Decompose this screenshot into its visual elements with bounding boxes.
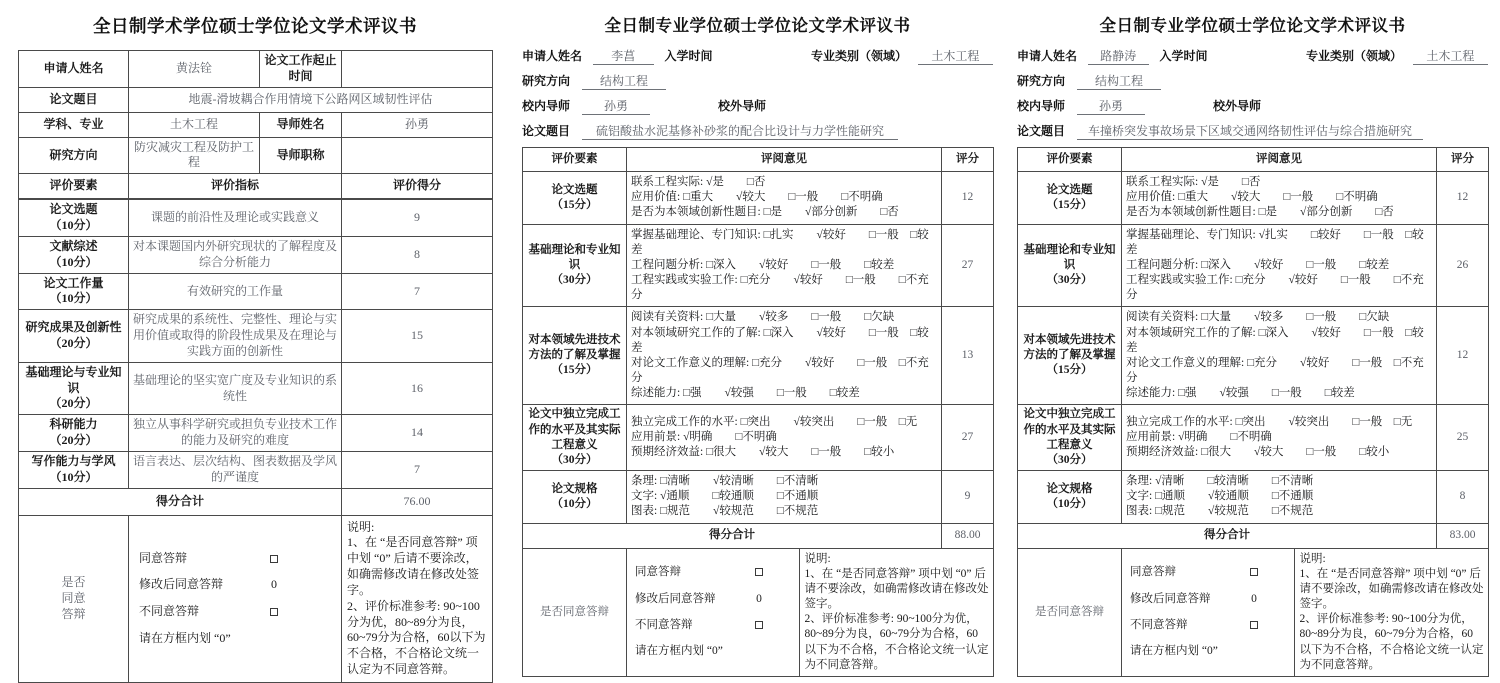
- criteria-score[interactable]: 9: [942, 471, 994, 524]
- criteria-element-points: （20分）: [49, 336, 98, 351]
- defense-option-label: 修改后同意答辩: [1130, 592, 1211, 605]
- opinion-line[interactable]: 对本领域研究工作的了解: □深入 √较好 □一般 □较差: [631, 326, 929, 354]
- instructions-note: [799, 549, 994, 676]
- criteria-score[interactable]: 12: [1437, 307, 1489, 405]
- table-row: [19, 137, 493, 174]
- opinion-line[interactable]: 工程实践或实验工作: □充分 √较好 □一般 □不充分: [1126, 274, 1424, 302]
- inside-advisor-label: 校内导师: [1017, 99, 1066, 113]
- criteria-element-name: 论文规格: [1046, 482, 1093, 495]
- thesis-period-value[interactable]: [342, 51, 493, 88]
- discipline-value[interactable]: 土木工程: [129, 112, 260, 137]
- applicant-name-value[interactable]: 黄法铨: [129, 51, 260, 88]
- defense-option-label: 不同意答辩: [1130, 618, 1188, 631]
- defense-option-agree[interactable]: [139, 551, 331, 567]
- criteria-element-points: （20分）: [49, 433, 98, 448]
- opinion-line[interactable]: 独立完成工作的水平: □突出 √较突出 □一般 □无: [631, 415, 918, 428]
- review-opinion: [1122, 405, 1437, 471]
- head-line-4: [522, 122, 993, 140]
- advisor-title-value[interactable]: [342, 137, 493, 174]
- defense-option-agree[interactable]: [635, 565, 791, 580]
- review-opinion: [627, 224, 942, 307]
- thesis-title-label: 论文题目: [522, 124, 571, 138]
- major-category-label: 专业类别（领域）: [1306, 49, 1403, 63]
- thesis-title-label: 论文题目: [19, 87, 129, 112]
- defense-label-line-1: 是否: [61, 574, 86, 589]
- criteria-score[interactable]: 9: [342, 200, 493, 237]
- defense-option-checkbox[interactable]: [259, 604, 289, 620]
- research-direction-label: 研究方向: [522, 74, 571, 88]
- doc1-form-table: [18, 50, 493, 199]
- head-line-4: [1017, 122, 1488, 140]
- opinion-line[interactable]: 综述能力: □强 √较强 □一般 □较差: [1126, 387, 1355, 400]
- opinion-line[interactable]: 应用价值: □重大 √较大 □一般 □不明确: [631, 191, 883, 204]
- note-title: 说明:: [347, 519, 375, 534]
- total-row: [1018, 523, 1489, 548]
- defense-option-checkbox[interactable]: [1242, 565, 1266, 580]
- criteria-element-name: 论文选题: [551, 183, 598, 196]
- criteria-element-name: 文献综述: [49, 238, 98, 253]
- total-label: 得分合计: [19, 488, 342, 515]
- opinion-line[interactable]: 预期经济效益: □很大 √较大 □一般 □较小: [631, 446, 895, 459]
- criteria-element: [523, 307, 627, 405]
- opinion-line[interactable]: 对本领域研究工作的了解: □深入 √较好 □一般 □较差: [1126, 326, 1424, 354]
- thesis-title-value[interactable]: 硫铝酸盐水泥基修补砂浆的配合比设计与力学性能研究: [582, 122, 898, 140]
- checkbox-icon[interactable]: [1250, 621, 1258, 629]
- research-direction-label: 研究方向: [1017, 74, 1066, 88]
- inside-advisor-value[interactable]: 孙勇: [1077, 97, 1145, 115]
- note-title: 说明:: [1299, 552, 1326, 565]
- defense-option-agree-after-revision[interactable]: [1130, 592, 1286, 607]
- defense-label-line-3: 答辩: [61, 606, 86, 621]
- opinion-line[interactable]: 对论文工作意义的理解: □充分 √较好 □一般 □不充分: [631, 356, 929, 385]
- head-line-2: [522, 72, 993, 90]
- defense-options: [129, 515, 342, 682]
- note-line-1: 1、在 “是否同意答辩” 项中划 “0” 后请不要涂改，如确需修改请在修改处签字。: [804, 567, 989, 611]
- criteria-element-points: （15分）: [551, 198, 598, 211]
- defense-decision-label: [19, 515, 129, 682]
- thesis-title-value[interactable]: 地震-滑坡耦合作用情境下公路网区域韧性评估: [129, 87, 493, 112]
- criteria-element-name: 论文中独立完成工作的水平及其实际工程意义: [1023, 408, 1116, 451]
- research-direction-label: 研究方向: [19, 137, 129, 174]
- criteria-element-points: （10分）: [49, 291, 98, 306]
- review-opinion: [1122, 172, 1437, 225]
- criteria-element-name: 论文选题: [1046, 183, 1093, 196]
- doc2-head-fields: [522, 47, 993, 140]
- criteria-element: [523, 172, 627, 225]
- criteria-element-name: 论文规格: [551, 482, 598, 495]
- enrollment-time-label: 入学时间: [664, 49, 713, 63]
- criteria-element-points: （20分）: [49, 396, 98, 411]
- doc3-criteria-table: [1017, 147, 1489, 677]
- criteria-score[interactable]: 27: [942, 224, 994, 307]
- defense-option-checkbox[interactable]: [1242, 618, 1266, 633]
- column-header-element: 评价要素: [523, 148, 627, 172]
- doc1-title: 全日制学术学位硕士学位论文学术评议书: [93, 16, 417, 36]
- research-direction-value[interactable]: 结构工程: [1077, 72, 1161, 90]
- review-opinion: [1122, 471, 1437, 524]
- defense-row: [523, 548, 994, 676]
- opinion-line[interactable]: 文字: □通顺 √较通顺 □不通顺: [1126, 490, 1314, 503]
- table-header-row: [1018, 148, 1489, 172]
- checkbox-icon[interactable]: [270, 608, 278, 616]
- table-row: [523, 172, 994, 225]
- criteria-element-points: （10分）: [49, 469, 98, 484]
- professional-degree-review-form-1: [510, 0, 1005, 671]
- criteria-description: 语言表达、层次结构、图表数据及学风的严谨度: [129, 451, 342, 488]
- note-line-2: 2、评价标准参考: 90~100分为优，80~89分为良，60~79分为合格，60以下为不合格，不合格论文统一认定为不同意答辩。: [347, 598, 486, 677]
- criteria-score[interactable]: 15: [342, 310, 493, 362]
- column-header-score: 评价得分: [342, 174, 493, 199]
- instructions-note: [342, 515, 493, 682]
- opinion-line[interactable]: 阅读有关资料: □大量 √较多 □一般 □欠缺: [631, 311, 895, 324]
- total-row: [523, 523, 994, 548]
- criteria-element-points: （30分）: [1046, 274, 1093, 287]
- column-header-criteria: 评价指标: [129, 174, 342, 199]
- criteria-element-points: （10分）: [1046, 497, 1093, 510]
- criteria-element-name: 研究成果及创新性: [25, 320, 122, 335]
- table-row: [1018, 224, 1489, 307]
- defense-option-label: 同意答辩: [1130, 566, 1176, 579]
- defense-decision-label: 是否同意答辩: [1018, 548, 1122, 676]
- total-score: 76.00: [342, 488, 493, 515]
- opinion-line[interactable]: 图表: □规范 √较规范 □不规范: [631, 505, 819, 518]
- total-row: [19, 488, 493, 515]
- table-row: [523, 224, 994, 307]
- doc1-criteria-table: [18, 199, 493, 683]
- criteria-score[interactable]: 14: [342, 415, 493, 452]
- table-row: [1018, 471, 1489, 524]
- criteria-element-points: （15分）: [1046, 198, 1093, 211]
- criteria-element-name: 基础理论和专业知识: [528, 243, 621, 271]
- review-opinion: [627, 405, 942, 471]
- criteria-element: [1018, 307, 1122, 405]
- head-line-2: [1017, 72, 1488, 90]
- major-category-value[interactable]: 土木工程: [918, 47, 993, 65]
- doc3-title: 全日制专业学位硕士学位论文学术评议书: [1099, 16, 1406, 35]
- table-row: [523, 307, 994, 405]
- criteria-element-name: 科研能力: [49, 417, 98, 432]
- note-line-2: 2、评价标准参考: 90~100分为优，80~89分为良，60~79分为合格，60以下为不合格，不合格论文统一认定为不同意答辩。: [804, 613, 989, 671]
- opinion-line[interactable]: 应用价值: □重大 √较大 □一般 □不明确: [1126, 191, 1378, 204]
- criteria-element-points: （30分）: [551, 274, 598, 287]
- criteria-element-name: 对本领域先进技术方法的了解及掌握: [528, 334, 621, 362]
- applicant-name-label: 申请人姓名: [19, 51, 129, 88]
- criteria-score[interactable]: 27: [942, 405, 994, 471]
- criteria-score[interactable]: 8: [342, 236, 493, 273]
- criteria-element: [1018, 224, 1122, 307]
- defense-option-disagree[interactable]: [635, 618, 791, 633]
- criteria-element-name: 论文选题: [49, 202, 98, 217]
- table-row: [1018, 172, 1489, 225]
- checkbox-icon[interactable]: [270, 555, 278, 563]
- column-header-element: 评价要素: [19, 174, 129, 199]
- criteria-description: 基础理论的坚实宽广度及专业知识的系统性: [129, 362, 342, 414]
- applicant-name-label: 申请人姓名: [1017, 49, 1078, 63]
- opinion-line[interactable]: 图表: □规范 √较规范 □不规范: [1126, 505, 1314, 518]
- defense-option-label: 修改后同意答辩: [635, 592, 716, 605]
- instructions-note: [1294, 549, 1489, 676]
- criteria-element: [19, 415, 129, 452]
- thesis-period-label: 论文工作起止时间: [260, 51, 342, 88]
- professional-degree-review-form-2: [1005, 0, 1500, 671]
- defense-option-disagree[interactable]: [1130, 618, 1286, 633]
- thesis-title-value[interactable]: 车撞桥突发事故场景下区域交通网络韧性评估与综合措施研究: [1077, 122, 1423, 140]
- total-score: 83.00: [1437, 523, 1489, 548]
- table-row: [19, 362, 493, 414]
- table-header-row: [523, 148, 994, 172]
- criteria-element: [19, 451, 129, 488]
- criteria-element-points: （15分）: [1046, 364, 1093, 377]
- opinion-line[interactable]: 对论文工作意义的理解: □充分 √较好 □一般 □不充分: [1126, 356, 1424, 385]
- opinion-line[interactable]: 文字: √通顺 □较通顺 □不通顺: [631, 490, 819, 503]
- criteria-element: [523, 471, 627, 524]
- criteria-element-name: 基础理论和专业知识: [1023, 243, 1116, 271]
- opinion-line[interactable]: 掌握基础理论、专门知识: √扎实 □较好 □一般 □较差: [1126, 228, 1424, 256]
- table-row: [1018, 405, 1489, 471]
- defense-hint-row: [1130, 644, 1286, 659]
- total-label: 得分合计: [1018, 523, 1437, 548]
- thesis-title-label: 论文题目: [1017, 124, 1066, 138]
- research-direction-value[interactable]: 结构工程: [582, 72, 666, 90]
- criteria-element: [19, 236, 129, 273]
- defense-option-agree-after-revision[interactable]: [139, 577, 331, 593]
- opinion-line[interactable]: 掌握基础理论、专门知识: □扎实 √较好 □一般 □较差: [631, 228, 929, 256]
- defense-hint: 请在方框内划 “0”: [139, 631, 231, 646]
- defense-option-label: 修改后同意答辩: [139, 577, 224, 592]
- defense-option-checkbox[interactable]: [747, 565, 771, 580]
- defense-option-label: 同意答辩: [635, 566, 681, 579]
- table-row: [1018, 307, 1489, 405]
- criteria-element: [1018, 405, 1122, 471]
- criteria-element-name: 基础理论与专业知识: [25, 364, 122, 395]
- review-opinion: [627, 307, 942, 405]
- table-row: [19, 415, 493, 452]
- defense-options: [1122, 549, 1294, 676]
- table-row: [19, 273, 493, 310]
- defense-option-checkbox[interactable]: [747, 618, 771, 633]
- table-row: [19, 236, 493, 273]
- criteria-description: 课题的前沿性及理论或实践意义: [129, 200, 342, 237]
- opinion-line[interactable]: 预期经济效益: □很大 √较大 □一般 □较小: [1126, 446, 1390, 459]
- advisor-title-label: 导师职称: [260, 137, 342, 174]
- opinion-line[interactable]: 是否为本领域创新性题目: □是 √部分创新 □否: [631, 206, 899, 219]
- doc3-head-fields: [1017, 47, 1488, 140]
- criteria-element-points: （15分）: [551, 364, 598, 377]
- defense-hint: 请在方框内划 “0”: [635, 644, 723, 657]
- criteria-score[interactable]: 25: [1437, 405, 1489, 471]
- criteria-description: 独立从事科学研究或担负专业技术工作的能力及研究的难度: [129, 415, 342, 452]
- criteria-element: [19, 310, 129, 362]
- defense-option-label: 不同意答辩: [139, 604, 200, 619]
- head-line-1: [522, 47, 993, 65]
- defense-option-label: 同意答辩: [139, 550, 188, 565]
- table-row: [523, 471, 994, 524]
- checkbox-icon[interactable]: [755, 568, 763, 576]
- criteria-element: [19, 362, 129, 414]
- table-row: [19, 87, 493, 112]
- criteria-element-name: 论文工作量: [43, 275, 104, 290]
- review-opinion: [1122, 307, 1437, 405]
- column-header-score: 评分: [942, 148, 994, 172]
- column-header-opinion: 评阅意见: [627, 148, 942, 172]
- opinion-line[interactable]: 独立完成工作的水平: □突出 √较突出 □一般 □无: [1126, 415, 1413, 428]
- opinion-line[interactable]: 综述能力: □强 √较强 □一般 □较差: [631, 387, 860, 400]
- defense-option-mark[interactable]: 0: [1251, 592, 1257, 605]
- opinion-line[interactable]: 条理: □清晰 √较清晰 □不清晰: [631, 475, 819, 488]
- review-opinion: [627, 471, 942, 524]
- defense-section: [1122, 548, 1489, 676]
- enrollment-time-label: 入学时间: [1159, 49, 1208, 63]
- head-line-1: [1017, 47, 1488, 65]
- criteria-score[interactable]: 13: [942, 307, 994, 405]
- doc2-title: 全日制专业学位硕士学位论文学术评议书: [604, 16, 911, 35]
- total-label: 得分合计: [523, 523, 942, 548]
- discipline-label: 学科、专业: [19, 112, 129, 137]
- opinion-line[interactable]: 工程实践或实验工作: □充分 √较好 □一般 □不充分: [631, 274, 929, 302]
- table-header-row: [19, 174, 493, 199]
- criteria-score[interactable]: 12: [942, 172, 994, 225]
- note-line-1: 1、在 “是否同意答辩” 项中划 “0” 后请不要涂改，如确需修改请在修改处签字。: [347, 535, 480, 597]
- opinion-line[interactable]: 应用前景: √明确 □不明确: [631, 431, 777, 444]
- review-opinion: [627, 172, 942, 225]
- criteria-description: 对本课题国内外研究现状的了解程度及综合分析能力: [129, 236, 342, 273]
- opinion-line[interactable]: 联系工程实际: √是 □否: [631, 176, 766, 188]
- total-score: 88.00: [942, 523, 994, 548]
- defense-label-line-2: 同意: [61, 590, 86, 605]
- major-category-label: 专业类别（领域）: [811, 49, 908, 63]
- academic-degree-review-form: [0, 0, 510, 677]
- defense-hint-row: [635, 644, 791, 659]
- criteria-score[interactable]: 8: [1437, 471, 1489, 524]
- criteria-element: [1018, 172, 1122, 225]
- criteria-description: 研究成果的系统性、完整性、理论与实用价值或取得的阶段性成果及在理论与实践方面的创新性: [129, 310, 342, 362]
- criteria-score[interactable]: 7: [342, 273, 493, 310]
- table-row: [19, 310, 493, 362]
- criteria-element-points: （10分）: [551, 497, 598, 510]
- opinion-line[interactable]: 条理: √清晰 □较清晰 □不清晰: [1126, 475, 1314, 488]
- defense-hint-row: [139, 631, 331, 647]
- defense-option-mark[interactable]: 0: [271, 577, 277, 592]
- column-header-score: 评分: [1437, 148, 1489, 172]
- criteria-element: [19, 200, 129, 237]
- opinion-line[interactable]: 是否为本领域创新性题目: □是 √部分创新 □否: [1126, 206, 1394, 219]
- criteria-element-points: （30分）: [1046, 453, 1093, 466]
- head-line-3: [522, 97, 993, 115]
- outside-advisor-label: 校外导师: [1213, 99, 1262, 113]
- criteria-element: [523, 224, 627, 307]
- table-row: [19, 51, 493, 88]
- defense-row: [1018, 548, 1489, 676]
- inside-advisor-label: 校内导师: [522, 99, 571, 113]
- defense-option-disagree[interactable]: [139, 604, 331, 620]
- research-direction-value[interactable]: 防灾减灾工程及防护工程: [129, 137, 260, 174]
- criteria-element-name: 写作能力与学风: [31, 453, 116, 468]
- review-opinion: [1122, 224, 1437, 307]
- defense-option-label: 不同意答辩: [635, 618, 693, 631]
- defense-option-agree-after-revision[interactable]: [635, 592, 791, 607]
- table-row: [19, 200, 493, 237]
- note-title: 说明:: [804, 552, 831, 565]
- table-row: [19, 451, 493, 488]
- advisor-name-label: 导师姓名: [260, 112, 342, 137]
- column-header-element: 评价要素: [1018, 148, 1122, 172]
- defense-row: [19, 515, 493, 682]
- criteria-element: [523, 405, 627, 471]
- criteria-description: 有效研究的工作量: [129, 273, 342, 310]
- defense-option-checkbox[interactable]: [259, 551, 289, 567]
- criteria-score[interactable]: 7: [342, 451, 493, 488]
- defense-section: [627, 548, 994, 676]
- criteria-element-name: 论文中独立完成工作的水平及其实际工程意义: [528, 408, 621, 451]
- table-row: [19, 112, 493, 137]
- criteria-element-points: （30分）: [551, 453, 598, 466]
- criteria-score[interactable]: 12: [1437, 172, 1489, 225]
- applicant-name-value[interactable]: 路静涛: [1088, 47, 1149, 65]
- doc2-criteria-table: [522, 147, 994, 677]
- checkbox-icon[interactable]: [1250, 568, 1258, 576]
- defense-option-agree[interactable]: [1130, 565, 1286, 580]
- applicant-name-label: 申请人姓名: [522, 49, 583, 63]
- column-header-opinion: 评阅意见: [1122, 148, 1437, 172]
- criteria-element-points: （10分）: [49, 218, 98, 233]
- opinion-line[interactable]: 工程问题分析: □深入 √较好 □一般 □较差: [631, 258, 895, 271]
- defense-options: [627, 549, 799, 676]
- opinion-line[interactable]: 工程问题分析: □深入 √较好 □一般 □较差: [1126, 258, 1390, 271]
- opinion-line[interactable]: 应用前景: √明确 □不明确: [1126, 431, 1272, 444]
- opinion-line[interactable]: 阅读有关资料: □大量 √较多 □一般 □欠缺: [1126, 311, 1390, 324]
- opinion-line[interactable]: 联系工程实际: √是 □否: [1126, 176, 1261, 188]
- defense-option-mark[interactable]: 0: [756, 592, 762, 605]
- criteria-element-points: （10分）: [49, 254, 98, 269]
- criteria-element: [1018, 471, 1122, 524]
- advisor-name-value[interactable]: 孙勇: [342, 112, 493, 137]
- table-row: [523, 405, 994, 471]
- criteria-element-name: 对本领域先进技术方法的了解及掌握: [1023, 334, 1116, 362]
- major-category-value[interactable]: 土木工程: [1413, 47, 1488, 65]
- criteria-score[interactable]: 16: [342, 362, 493, 414]
- head-line-3: [1017, 97, 1488, 115]
- outside-advisor-label: 校外导师: [718, 99, 767, 113]
- defense-decision-label: 是否同意答辩: [523, 548, 627, 676]
- note-line-1: 1、在 “是否同意答辩” 项中划 “0” 后请不要涂改，如确需修改请在修改处签字。: [1299, 567, 1484, 611]
- criteria-element: [19, 273, 129, 310]
- checkbox-icon[interactable]: [755, 621, 763, 629]
- inside-advisor-value[interactable]: 孙勇: [582, 97, 650, 115]
- criteria-score[interactable]: 26: [1437, 224, 1489, 307]
- applicant-name-value[interactable]: 李菖: [593, 47, 654, 65]
- defense-hint: 请在方框内划 “0”: [1130, 644, 1218, 657]
- note-line-2: 2、评价标准参考: 90~100分为优，80~89分为良，60~79分为合格，60以下为不合格，不合格论文统一认定为不同意答辩。: [1299, 613, 1484, 671]
